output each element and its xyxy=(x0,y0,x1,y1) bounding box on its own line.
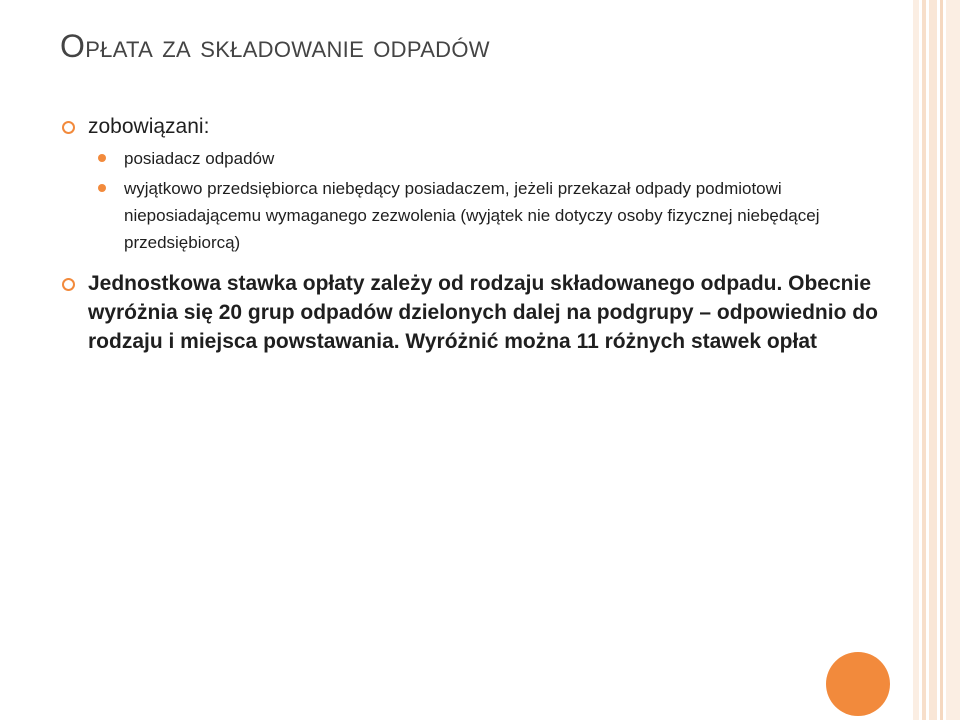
stripe xyxy=(929,0,938,720)
slide-title-text: Opłata za składowanie odpadów xyxy=(60,28,490,64)
sub-bullet-text: wyjątkowo przedsiębiorca niebędący posiadaczem, jeżeli przekazał odpady podmiotowi nieposiadającemu wymaganego zezwolenia (wyjątek nie dotyczy osoby fizycznej niebędącej przedsiębiorcą) xyxy=(124,179,820,252)
bullet-text: Jednostkowa stawka opłaty zależy od rodzaju składowanego odpadu. Obecnie wyróżnia się 20 grup odpadów dzielonych dalej na podgrupy – odpowiednio do rodzaju i miejsca powstawania. Wyróżnić można 11 różnych stawek opłat xyxy=(88,272,878,353)
bullet-dot-icon xyxy=(98,184,106,192)
decorative-stripes xyxy=(910,0,960,720)
slide-content xyxy=(62,112,882,356)
decorative-circle xyxy=(826,652,890,716)
bullet-dot-icon xyxy=(98,154,106,162)
stripe xyxy=(940,0,943,720)
bullet-text: zobowiązani: xyxy=(88,115,210,138)
stripe xyxy=(913,0,919,720)
bullet-ring-icon xyxy=(62,278,75,291)
bullet-level2 xyxy=(88,145,882,172)
sub-bullet-text: posiadacz odpadów xyxy=(124,149,275,168)
bullet-ring-icon xyxy=(62,121,75,134)
bullet-level1 xyxy=(62,269,882,356)
sub-bullet-list xyxy=(88,145,882,256)
stripe xyxy=(946,0,960,720)
bullet-level1 xyxy=(62,112,882,141)
slide-title xyxy=(60,28,490,65)
stripe xyxy=(922,0,926,720)
bullet-level2 xyxy=(88,175,882,256)
